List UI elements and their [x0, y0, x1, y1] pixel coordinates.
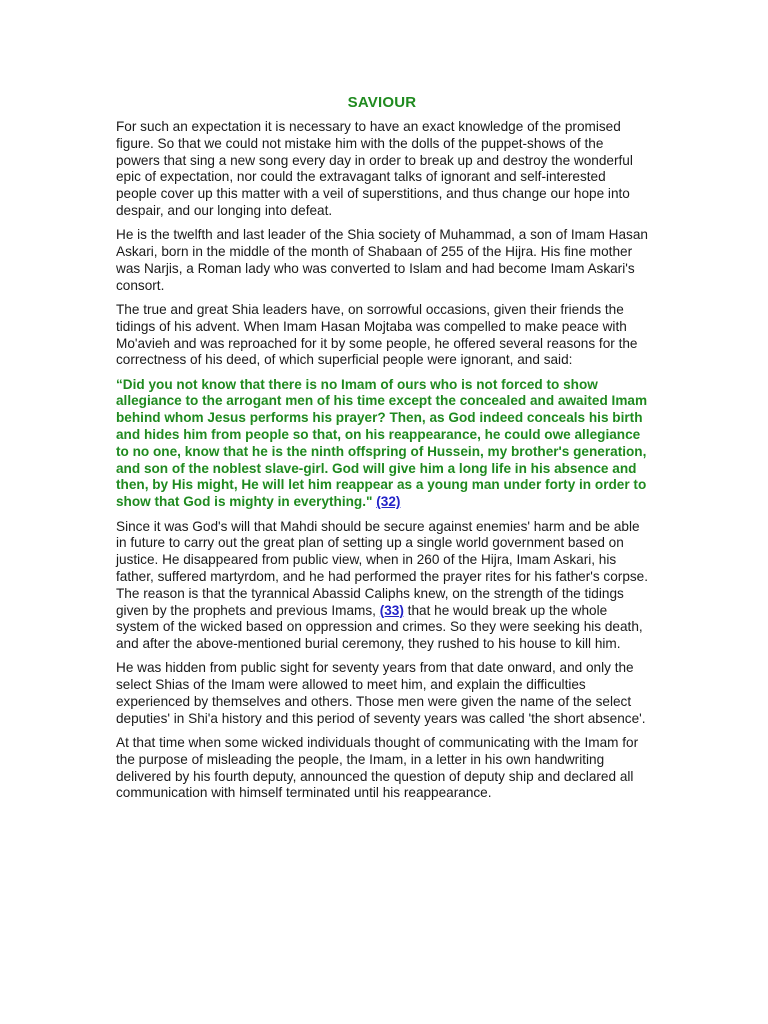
- paragraph-expectation: For such an expectation it is necessary to have an exact knowledge of the promised figure. So that we could not mistake him with the dolls of the puppet-shows of the powers that sing a new song every day in order to break up and destroy the wonderful epic of expectation, nor could the extravagant talks of ignorant and self-interested people cover up this matter with a veil of superstitions, and thus change our hope into despair, and our longing into defeat.: [116, 119, 633, 218]
- footnote-link-32[interactable]: (32): [376, 494, 401, 510]
- paragraph-disappearance: [116, 519, 648, 653]
- paragraph-deputyship: At that time when some wicked individuals thought of communicating with the Imam for the purpose of misleading the people, the Imam, in a letter in his own handwriting delivered by his fourth deputy, announced the question of deputy ship and declared all communication with himself terminated until his reappearance.: [116, 735, 639, 801]
- footnote-link-33[interactable]: (33): [379, 602, 404, 618]
- paragraph-short-absence: He was hidden from public sight for seventy years from that date onward, and only the select Shias of the Imam were allowed to meet him, and explain the difficulties experienced by themselves and others. Those men were given the name of the select deputies' in Shi'a history and this period of seventy years was called 'the short absence'.: [116, 660, 646, 726]
- paragraph-twelfth-leader: He is the twelfth and last leader of the Shia society of Muhammad, a son of Imam Hasan Askari, born in the middle of the month of Shabaan of 255 of the Hijra. His fine mother was Narjis, a Roman lady who was converted to Islam and had become Imam Askari's consort.: [116, 227, 648, 293]
- page-title: SAVIOUR: [347, 94, 417, 111]
- quote-text: “Did you not know that there is no Imam of ours who is not forced to show allegiance to the arrogant men of his time except the concealed and awaited Imam behind whom Jesus performs his prayer? Then, as God indeed conceals his birth and hides him from people so that, on his reappearance, he could owe allegiance to no one, know that he is the ninth offspring of Hussein, my brother's generation, and son of the noblest slave-girl. God will give him a long life in his absence and then, by His might, He will let him reappear as a young man under forty in order to show that God is mighty in everything.": [116, 376, 648, 510]
- paragraph-tidings: The true and great Shia leaders have, on sorrowful occasions, given their friends the tidings of his advent. When Imam Hasan Mojtaba was compelled to make peace with Mo'avieh and was reproached for it by some people, he offered several reasons for the correctness of his deed, of which superficial people were ignorant, and said:: [116, 301, 638, 368]
- quote-paragraph: [116, 377, 648, 511]
- paragraph-disappearance-part1: Since it was God's will that Mahdi should be secure against enemies' harm and be able in future to carry out the great plan of setting up a single world government based on justice. He disappeared from public view, when in 260 of the Hijra, Imam Askari, his father, suffered martyrdom, and he had performed the prayer rites for his father's corpse. The reason is that the tyrannical Abassid Caliphs knew, on the strength of the tidings given by the prophets and previous Imams,: [116, 518, 649, 618]
- paragraph-disappearance-part2: that he would break up the whole system of the wicked based on oppression and crimes. So they were seeking his death, and after the above-mentioned burial ceremony, they rushed to his house to kill him.: [116, 602, 643, 652]
